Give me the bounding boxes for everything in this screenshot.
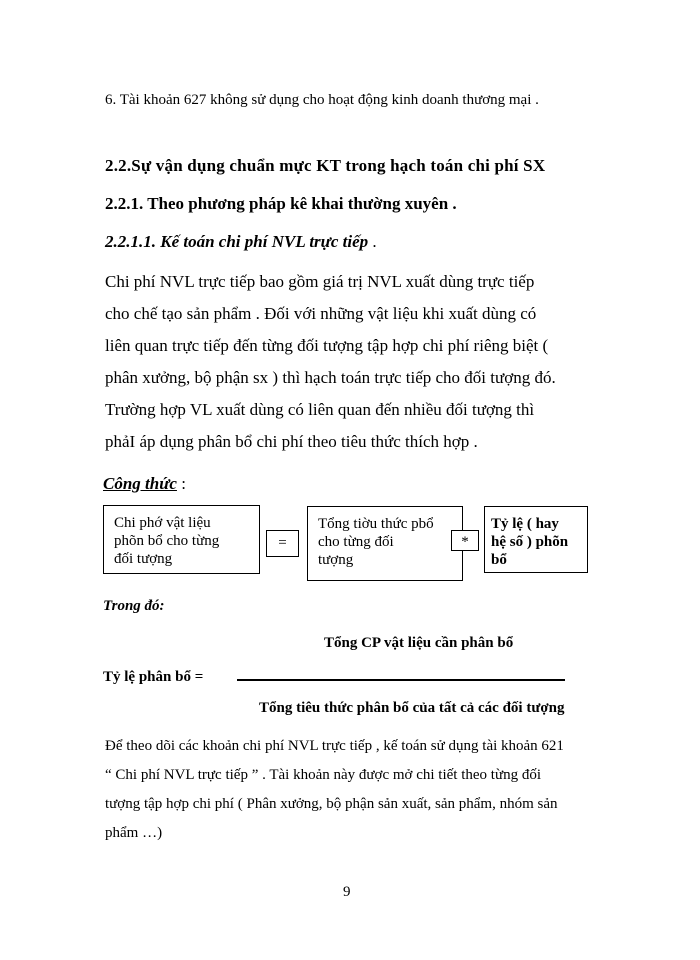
formula-times-box: * — [451, 530, 479, 551]
formula-box-line: tượng — [318, 552, 354, 568]
heading-2-2-1: 2.2.1. Theo phương pháp kê khai thường xuyên . — [105, 194, 457, 213]
ratio-numerator: Tổng CP vật liệu cần phân bổ — [324, 635, 514, 651]
paragraph-line: “ Chi phí NVL trực tiếp ” . Tài khoản này được mở chi tiết theo từng đối — [105, 767, 541, 783]
formula-box-ratio — [484, 506, 588, 573]
heading-2-2-1-1-text: 2.2.1.1. Kế toán chi phí NVL trực tiếp — [105, 232, 369, 251]
paragraph-line: Chi phí NVL trực tiếp bao gồm giá trị NVL xuất dùng trực tiếp — [105, 272, 535, 291]
ratio-denominator: Tổng tiêu thức phân bổ của tất cả các đối tượng — [259, 700, 565, 716]
formula-box-line: Chi phớ vật liệu — [114, 515, 211, 531]
page-number: 9 — [343, 884, 351, 900]
trong-do-label: Trong đó: — [103, 598, 165, 614]
fraction-bar — [237, 679, 565, 681]
formula-box-line: bổ — [491, 552, 507, 568]
formula-box-line: hệ số ) phõn — [491, 534, 569, 550]
paragraph-line: tượng tập hợp chi phí ( Phân xưởng, bộ phận sản xuất, sản phẩm, nhóm sản — [105, 796, 558, 812]
paragraph-line: Trường hợp VL xuất dùng có liên quan đến nhiều đối tượng thì — [105, 400, 535, 419]
paragraph-line: Để theo dõi các khoản chi phí NVL trực tiếp , kế toán sử dụng tài khoản 621 — [105, 738, 564, 754]
heading-2-2: 2.2.Sự vận dụng chuẩn mực KT trong hạch toán chi phí SX — [105, 156, 546, 175]
intro-paragraph — [105, 266, 605, 458]
heading-2-2-1-1-tail: . — [368, 232, 377, 251]
paragraph-line: phẩm …) — [105, 825, 163, 841]
formula-box-cost — [103, 505, 260, 574]
formula-box-line: đối tượng — [114, 551, 173, 567]
formula-box-line: phõn bổ cho từng — [114, 533, 220, 549]
paragraph-line: phảI áp dụng phân bổ chi phí theo tiêu thức thích hợp . — [105, 432, 478, 451]
formula-box-criteria — [307, 506, 463, 581]
formula-equals-box: = — [266, 530, 299, 557]
item-6-text: 6. Tài khoản 627 không sử dụng cho hoạt động kinh doanh thương mại . — [105, 92, 539, 108]
paragraph-line: liên quan trực tiếp đến từng đối tượng tập hợp chi phí riêng biệt ( — [105, 336, 549, 355]
formula-box-line: cho từng đối — [318, 534, 394, 550]
heading-2-2-1-1 — [105, 232, 377, 252]
formula-box-line: Tổng tiờu thức pbổ — [318, 516, 434, 532]
cong-thuc-text: Công thức — [103, 474, 177, 493]
ratio-label: Tỷ lệ phân bổ = — [103, 669, 204, 685]
account-621-paragraph — [105, 732, 625, 848]
formula-box-line: Tỷ lệ ( hay — [491, 516, 559, 532]
cong-thuc-label — [103, 474, 186, 494]
paragraph-line: cho chế tạo sản phẩm . Đối với những vật liệu khi xuất dùng có — [105, 304, 537, 323]
cong-thuc-colon: : — [176, 474, 186, 493]
paragraph-line: phân xưởng, bộ phận sx ) thì hạch toán trực tiếp cho đối tượng đó. — [105, 368, 556, 387]
